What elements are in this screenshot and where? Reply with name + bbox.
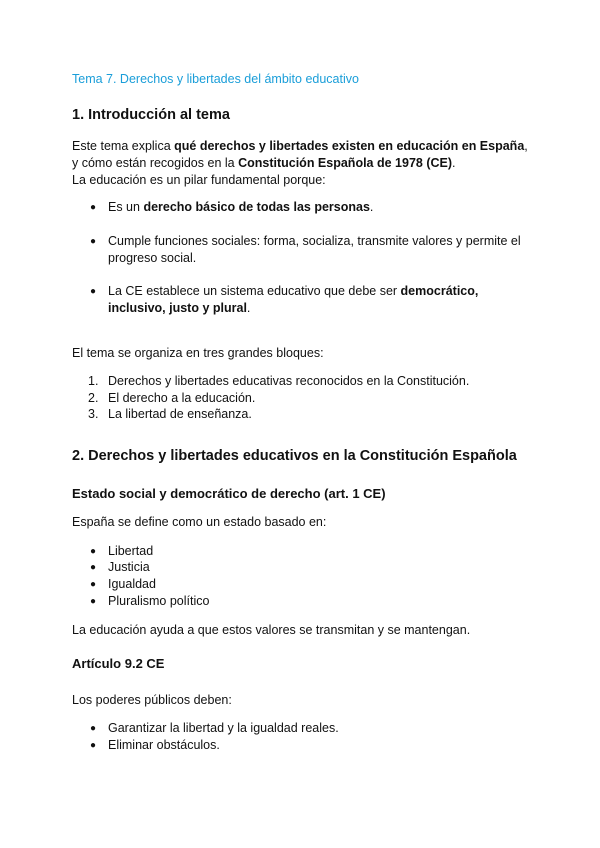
- value-text: Justicia: [108, 560, 150, 574]
- list-number: 1.: [88, 374, 99, 388]
- subheading-art1: Estado social y democrático de derecho (art. 1 CE): [72, 486, 386, 501]
- bullet-2-text: Cumple funciones sociales: forma, socializa, transmite valores y permite el progreso social.: [108, 234, 521, 265]
- list-item: [88, 406, 538, 423]
- duty-text: Eliminar obstáculos.: [108, 738, 220, 752]
- bullet-3-text: La CE establece un sistema educativo que debe ser: [108, 284, 401, 298]
- list-item: [90, 559, 538, 576]
- duty-text: Garantizar la libertad y la igualdad reales.: [108, 721, 339, 735]
- bullet-icon: ●: [90, 546, 97, 557]
- intro-line-3: La educación es un pilar fundamental porque:: [72, 173, 326, 187]
- list-item: [90, 576, 538, 593]
- list-item: [90, 233, 538, 267]
- bullet-icon: ●: [90, 596, 97, 607]
- value-text: Igualdad: [108, 577, 156, 591]
- bullet-icon: ●: [90, 740, 97, 751]
- block-text: El derecho a la educación.: [108, 391, 256, 405]
- document-title: Tema 7. Derechos y libertades del ámbito educativo: [72, 72, 359, 86]
- list-item: [90, 593, 538, 610]
- intro-bold-2: Constitución Española de 1978 (CE): [238, 156, 453, 170]
- intro-bold-1: qué derechos y libertades existen en educación en España: [174, 139, 525, 153]
- list-item: [88, 390, 538, 407]
- value-text: Libertad: [108, 544, 154, 558]
- list-item: [90, 720, 538, 737]
- bullet-1-text: Es un: [108, 200, 144, 214]
- blocks-intro: El tema se organiza en tres grandes bloques:: [72, 346, 324, 360]
- intro-text-2: , y cómo están recogidos en la: [72, 139, 528, 170]
- sub2-paragraph: Los poderes públicos deben:: [72, 693, 232, 707]
- list-item: [90, 199, 538, 216]
- bullet-icon: ●: [90, 579, 97, 590]
- bullet-icon: ●: [90, 236, 97, 247]
- bullet-3-end: .: [246, 301, 251, 315]
- block-text: La libertad de enseñanza.: [108, 407, 252, 421]
- bullet-3-bold: democrático, inclusivo, justo y plural: [108, 284, 479, 315]
- block-text: Derechos y libertades educativas reconocidos en la Constitución.: [108, 374, 470, 388]
- bullet-icon: ●: [90, 723, 97, 734]
- intro-text-3: .: [452, 156, 456, 170]
- list-item: [88, 373, 538, 390]
- list-item: [90, 543, 538, 560]
- values-conclusion: La educación ayuda a que estos valores se transmitan y se mantengan.: [72, 623, 471, 637]
- subheading-art92: Artículo 9.2 CE: [72, 656, 165, 671]
- list-number: 3.: [88, 407, 99, 421]
- value-text: Pluralismo político: [108, 594, 210, 608]
- intro-text-1: Este tema explica: [72, 139, 175, 153]
- sub1-paragraph: España se define como un estado basado en:: [72, 515, 327, 529]
- list-item: [90, 737, 538, 754]
- intro-paragraph: [72, 138, 532, 189]
- bullet-1-bold: derecho básico de todas las personas: [143, 200, 370, 214]
- bullet-icon: ●: [90, 202, 97, 213]
- section-2-heading: 2. Derechos y libertades educativos en la Constitución Española: [72, 448, 517, 464]
- bullet-1-end: .: [369, 200, 374, 214]
- bullet-icon: ●: [90, 562, 97, 573]
- section-1-heading: 1. Introducción al tema: [72, 107, 230, 123]
- bullet-icon: ●: [90, 286, 97, 297]
- list-number: 2.: [88, 391, 99, 405]
- list-item: [90, 283, 538, 317]
